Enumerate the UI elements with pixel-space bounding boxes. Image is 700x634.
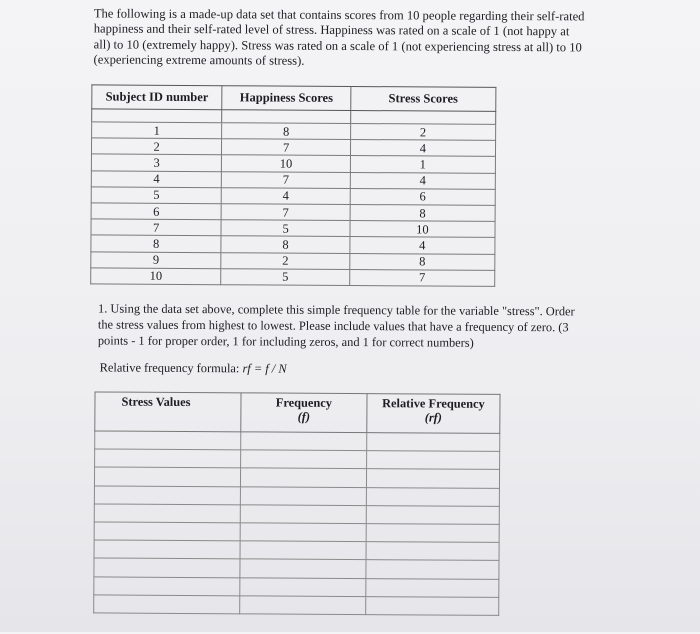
frequency-row (94, 486, 499, 507)
header-frequency: Frequency (f) (241, 393, 367, 433)
relative-frequency-blank[interactable] (366, 596, 499, 615)
header-relative-frequency: Relative Frequency (rf) (367, 394, 500, 434)
stress-value-blank[interactable] (94, 540, 240, 559)
intro-line: happiness and their self-rated level of stress. Happiness was rated on a scale of 1 (not happy at (93, 21, 570, 39)
relative-frequency-blank[interactable] (366, 524, 499, 543)
relative-frequency-blank[interactable] (366, 542, 499, 561)
stress-value-blank[interactable] (95, 431, 241, 450)
frequency-row (95, 431, 500, 452)
subject-id-cell: 6 (91, 203, 221, 220)
frequency-blank[interactable] (240, 505, 366, 524)
frequency-row (94, 595, 499, 616)
intro-line: all) to 10 (extremely happy). Stress was rated on a scale of 1 (not experiencing stress at all) to 10 (93, 37, 582, 55)
stress-cell: 4 (350, 237, 495, 254)
intro-paragraph (94, 6, 649, 71)
subject-id-cell: 3 (91, 154, 221, 171)
relative-frequency-blank[interactable] (366, 578, 499, 597)
stress-value-blank[interactable] (94, 486, 240, 505)
relative-frequency-blank[interactable] (367, 451, 500, 470)
subject-id-cell: 7 (91, 219, 221, 236)
happiness-cell: 10 (222, 155, 351, 172)
stress-cell: 10 (350, 221, 495, 238)
stress-cell: 6 (350, 188, 495, 205)
frequency-blank[interactable] (240, 577, 366, 596)
scores-table (90, 84, 496, 286)
question-1 (98, 300, 628, 351)
stress-value-blank[interactable] (94, 595, 240, 614)
formula-expression: rf = f / N (242, 361, 287, 376)
frequency-symbol: (f) (297, 409, 311, 424)
stress-value-blank[interactable] (94, 522, 240, 541)
relative-frequency-blank[interactable] (366, 505, 499, 524)
relative-frequency-blank[interactable] (366, 469, 499, 488)
happiness-cell: 7 (222, 139, 351, 156)
subject-id-cell: 10 (91, 268, 221, 285)
frequency-blank[interactable] (241, 450, 367, 469)
subject-id-cell: 5 (91, 187, 221, 204)
frequency-blank[interactable] (240, 559, 366, 578)
stress-cell: 7 (349, 269, 494, 286)
subject-id-cell: 9 (91, 251, 221, 268)
stress-cell: 8 (350, 204, 495, 221)
happiness-cell: 5 (221, 268, 350, 285)
stress-value-blank[interactable] (94, 504, 240, 523)
stress-cell: 4 (350, 140, 495, 157)
subject-id-cell: 2 (91, 138, 221, 155)
frequency-blank[interactable] (241, 432, 367, 451)
question-line: points - 1 for proper order, 1 for including zeros, and 1 for correct numbers) (97, 333, 474, 350)
question-line: 1. Using the data set above, complete this simple frequency table for the variable "stress". Order (97, 301, 575, 319)
stress-value-blank[interactable] (94, 467, 240, 486)
table-row (91, 268, 495, 287)
frequency-blank[interactable] (240, 523, 366, 542)
frequency-row (95, 449, 500, 470)
frequency-blank[interactable] (240, 541, 366, 560)
subject-id-cell: 8 (91, 235, 221, 252)
frequency-row (94, 467, 499, 488)
happiness-cell: 2 (221, 252, 350, 269)
happiness-cell: 7 (222, 171, 351, 188)
relative-frequency-blank[interactable] (366, 560, 499, 579)
stress-cell: 1 (350, 156, 495, 173)
happiness-cell: 4 (222, 187, 351, 204)
frequency-blank[interactable] (240, 596, 366, 615)
intro-line: (experiencing extreme amounts of stress). (93, 52, 305, 68)
stress-cell: 8 (350, 253, 495, 270)
happiness-cell: 5 (221, 220, 350, 237)
stress-cell: 2 (350, 123, 495, 140)
relative-frequency-symbol: (rf) (424, 410, 442, 425)
intro-line: The following is a made-up data set that contains scores from 10 people regarding their self-rated (93, 6, 585, 24)
stress-value-blank[interactable] (95, 449, 241, 468)
happiness-cell: 8 (221, 236, 350, 253)
formula-line (100, 360, 287, 376)
header-stress-values: Stress Values (95, 392, 241, 432)
header-happiness: Happiness Scores (222, 86, 351, 111)
frequency-row (94, 504, 499, 525)
question-line: the stress values from highest to lowest. Please include values that have a frequency of zero. (3 (97, 317, 569, 335)
formula-label: Relative frequency formula: (99, 360, 240, 376)
stress-value-blank[interactable] (94, 558, 240, 577)
frequency-blank[interactable] (240, 486, 366, 505)
frequency-blank[interactable] (240, 468, 366, 487)
stress-cell: 4 (350, 172, 495, 189)
subject-id-cell: 1 (92, 122, 222, 139)
stress-value-blank[interactable] (94, 576, 240, 595)
subject-id-cell: 4 (91, 170, 221, 187)
relative-frequency-blank[interactable] (366, 487, 499, 506)
header-stress: Stress Scores (351, 86, 496, 111)
happiness-cell: 7 (221, 204, 350, 221)
header-subject-id: Subject ID number (92, 85, 222, 110)
frequency-table (93, 391, 500, 615)
relative-frequency-blank[interactable] (367, 433, 500, 452)
happiness-cell: 8 (222, 123, 351, 140)
